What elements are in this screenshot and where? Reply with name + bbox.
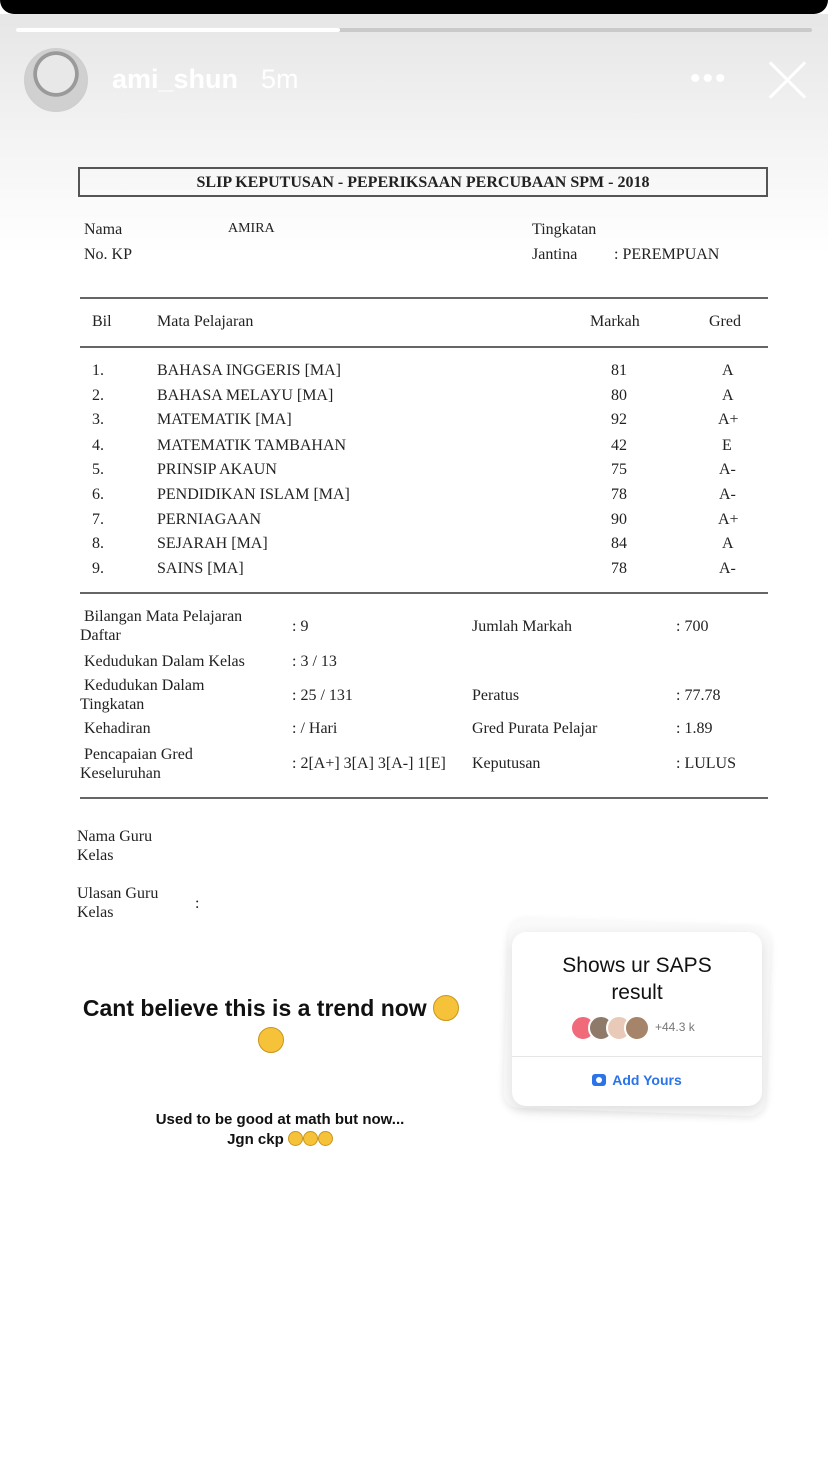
divider	[80, 797, 768, 799]
kelas-value: : 3 / 13	[292, 653, 337, 670]
tingkatan-label: Tingkatan	[532, 221, 597, 238]
row-subject: MATEMATIK [MA]	[157, 411, 292, 428]
row-bil: 4.	[92, 437, 104, 454]
guru-label-1: Nama Guru	[77, 828, 153, 845]
row-markah: 92	[611, 411, 627, 428]
caption-main-text: Cant believe this is a trend now	[82, 995, 427, 1021]
row-gred: A-	[719, 560, 736, 577]
add-yours-label: Add Yours	[612, 1072, 682, 1088]
col-gred: Gred	[709, 313, 741, 330]
ulasan-colon: :	[195, 895, 200, 912]
row-bil: 2.	[92, 387, 104, 404]
more-options-icon[interactable]: •••	[690, 62, 728, 95]
caption-secondary-line1: Used to be good at math but now...	[155, 1111, 405, 1128]
tingkatan-rank-value: : 25 / 131	[292, 687, 353, 704]
rofl-emoji-icon	[433, 995, 459, 1021]
row-markah: 84	[611, 535, 627, 552]
story-progress-fill	[16, 28, 340, 32]
camera-icon	[592, 1074, 606, 1086]
bilangan-label-2: Daftar	[80, 627, 121, 644]
row-gred: A	[722, 387, 734, 404]
kehadiran-label: Kehadiran	[84, 720, 151, 737]
row-markah: 81	[611, 362, 627, 379]
row-gred: A+	[718, 511, 739, 528]
rofl-emoji-icon	[258, 1027, 284, 1053]
gred-purata-value: : 1.89	[676, 720, 713, 737]
joy-emoji-icon	[303, 1131, 318, 1146]
row-bil: 3.	[92, 411, 104, 428]
add-yours-sticker[interactable]	[512, 932, 762, 1106]
bilangan-value: : 9	[292, 618, 309, 635]
participant-count: +44.3 k	[655, 1020, 695, 1034]
row-subject: SAINS [MA]	[157, 560, 244, 577]
caption-main	[78, 992, 464, 1056]
jumlah-label: Jumlah Markah	[472, 618, 572, 635]
row-gred: A	[722, 535, 734, 552]
avatar[interactable]	[24, 48, 88, 112]
post-time: 5m	[261, 64, 299, 94]
keputusan-label: Keputusan	[472, 755, 541, 772]
story-progress-bar	[16, 28, 812, 32]
row-subject: PRINSIP AKAUN	[157, 461, 277, 478]
add-yours-button[interactable]	[512, 1072, 762, 1088]
status-bar	[0, 0, 828, 14]
row-bil: 5.	[92, 461, 104, 478]
nokp-label: No. KP	[84, 246, 133, 263]
row-bil: 9.	[92, 560, 104, 577]
pencapaian-label-2: Keseluruhan	[80, 765, 161, 782]
col-mata-pelajaran: Mata Pelajaran	[157, 313, 254, 330]
jantina-label: Jantina	[532, 246, 578, 263]
col-bil: Bil	[92, 313, 112, 330]
divider	[80, 297, 768, 299]
peratus-value: : 77.78	[676, 687, 721, 704]
divider	[80, 592, 768, 594]
col-markah: Markah	[590, 313, 640, 330]
nama-label: Nama	[84, 221, 123, 238]
peratus-label: Peratus	[472, 687, 520, 704]
row-subject: SEJARAH [MA]	[157, 535, 268, 552]
sticker-prompt	[512, 952, 762, 1006]
row-markah: 78	[611, 486, 627, 503]
keputusan-value: : LULUS	[676, 755, 736, 772]
close-icon[interactable]	[766, 58, 810, 102]
pencapaian-value: : 2[A+] 3[A] 3[A-] 1[E]	[292, 755, 446, 772]
joy-emoji-icon	[318, 1131, 333, 1146]
divider	[512, 1056, 762, 1057]
tingkatan-rank-label-2: Tingkatan	[80, 696, 145, 713]
guru-label-2: Kelas	[77, 847, 114, 864]
sticker-title-line1: Shows ur SAPS	[562, 954, 712, 977]
gred-purata-label: Gred Purata Pelajar	[472, 720, 598, 737]
row-markah: 80	[611, 387, 627, 404]
row-subject: PERNIAGAAN	[157, 511, 261, 528]
row-subject: BAHASA MELAYU [MA]	[157, 387, 334, 404]
row-markah: 42	[611, 437, 627, 454]
row-subject: PENDIDIKAN ISLAM [MA]	[157, 486, 350, 503]
row-gred: A	[722, 362, 734, 379]
row-gred: A-	[719, 461, 736, 478]
kehadiran-value: : / Hari	[292, 720, 338, 737]
row-markah: 90	[611, 511, 627, 528]
jantina-value: : PEREMPUAN	[614, 246, 720, 263]
row-gred: A-	[719, 486, 736, 503]
jumlah-value: : 700	[676, 618, 709, 635]
sticker-title-line2: result	[611, 981, 663, 1004]
row-bil: 1.	[92, 362, 104, 379]
row-bil: 6.	[92, 486, 104, 503]
username[interactable]: ami_shun	[112, 64, 239, 94]
divider	[80, 346, 768, 348]
joy-emoji-icon	[288, 1131, 303, 1146]
ulasan-label-2: Kelas	[77, 904, 114, 921]
caption-secondary	[150, 1110, 410, 1150]
row-bil: 8.	[92, 535, 104, 552]
row-gred: E	[722, 437, 732, 454]
ulasan-label-1: Ulasan Guru	[77, 885, 159, 902]
bilangan-label-1: Bilangan Mata Pelajaran	[84, 608, 243, 625]
caption-secondary-line2: Jgn ckp	[227, 1131, 284, 1148]
tingkatan-rank-label-1: Kedudukan Dalam	[84, 677, 205, 694]
row-markah: 78	[611, 560, 627, 577]
slip-title: SLIP KEPUTUSAN - PEPERIKSAAN PERCUBAAN SPM - 2018	[78, 167, 768, 197]
avatar	[624, 1015, 650, 1041]
row-bil: 7.	[92, 511, 104, 528]
nama-value: AMIRA	[228, 221, 275, 236]
row-markah: 75	[611, 461, 627, 478]
pencapaian-label-1: Pencapaian Gred	[84, 746, 193, 763]
row-subject: BAHASA INGGERIS [MA]	[157, 362, 342, 379]
kelas-label: Kedudukan Dalam Kelas	[84, 653, 245, 670]
row-gred: A+	[718, 411, 739, 428]
row-subject: MATEMATIK TAMBAHAN	[157, 437, 347, 454]
